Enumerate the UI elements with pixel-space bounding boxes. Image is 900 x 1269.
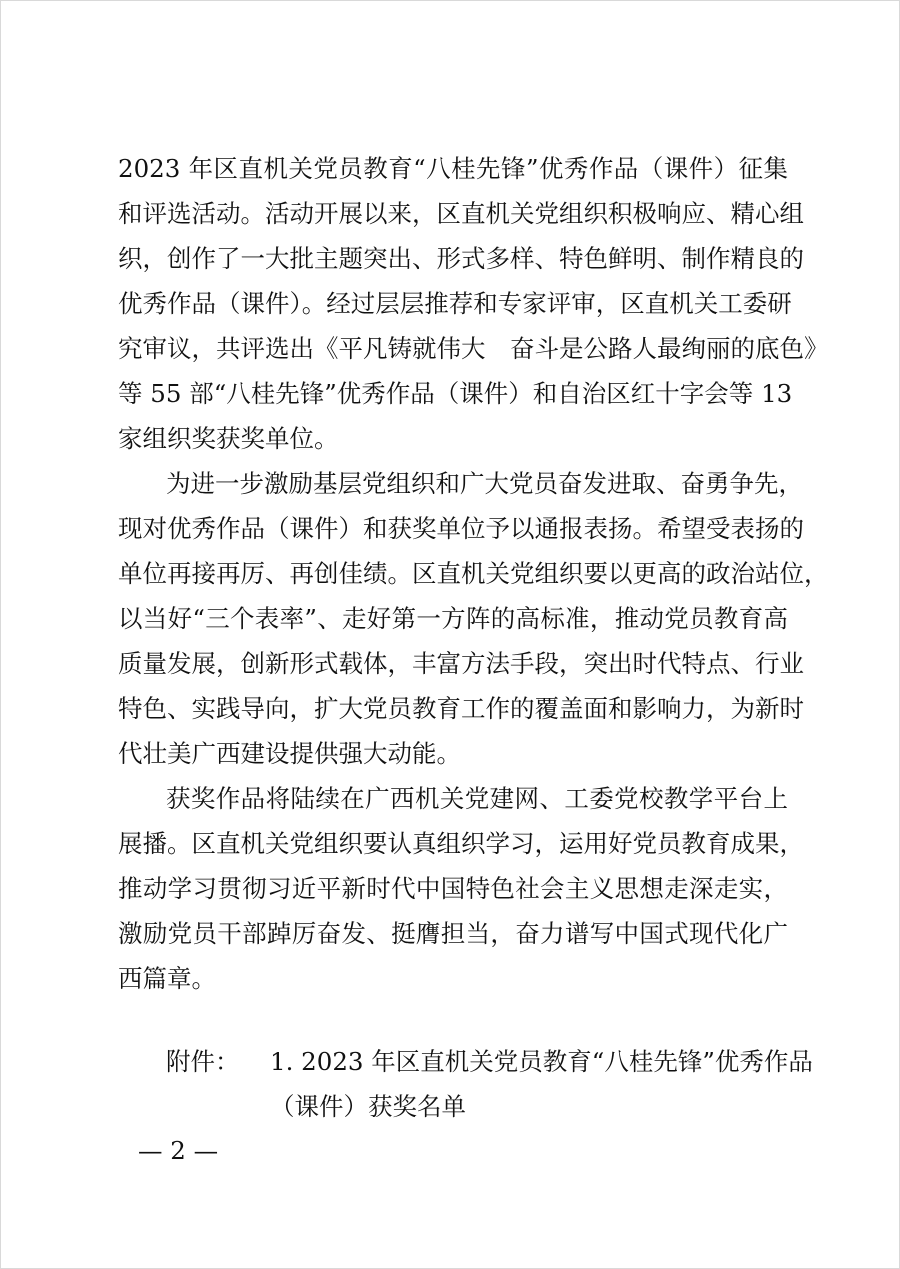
attachment-item-line-1: 1. 2023 年区直机关党员教育“八桂先锋”优秀作品 bbox=[270, 1047, 813, 1076]
paragraph-1-line-6: 等 55 部“八桂先锋”优秀作品（课件）和自治区红十字会等 13 bbox=[118, 379, 793, 408]
paragraph-1-line-4: 优秀作品（课件）。经过层层推荐和专家评审，区直机关工委研 bbox=[118, 289, 792, 318]
paragraph-2-line-2: 现对优秀作品（课件）和获奖单位予以通报表扬。希望受表扬的 bbox=[118, 514, 804, 543]
paragraph-2-line-6: 特色、实践导向，扩大党员教育工作的覆盖面和影响力，为新时 bbox=[118, 694, 804, 723]
paragraph-3-line-3: 推动学习贯彻习近平新时代中国特色社会主义思想走深走实， bbox=[118, 874, 788, 903]
paragraph-2-line-1: 为进一步激励基层党组织和广大党员奋发进取、奋勇争先， bbox=[166, 469, 803, 498]
paragraph-2-line-3: 单位再接再厉、再创佳绩。区直机关党组织要以更高的政治站位， bbox=[118, 559, 829, 588]
paragraph-1-line-7: 家组织奖获奖单位。 bbox=[118, 424, 339, 453]
paragraph-1-line-3: 织，创作了一大批主题突出、形式多样、特色鲜明、制作精良的 bbox=[118, 244, 804, 273]
paragraph-1-line-1: 2023 年区直机关党员教育“八桂先锋”优秀作品（课件）征集 bbox=[118, 154, 788, 183]
paragraph-2-line-4: 以当好“三个表率”、走好第一方阵的高标准，推动党员教育高 bbox=[118, 604, 788, 633]
paragraph-3-line-5: 西篇章。 bbox=[118, 964, 216, 993]
paragraph-3-line-2: 展播。区直机关党组织要认真组织学习，运用好党员教育成果， bbox=[118, 829, 804, 858]
paragraph-1-line-5: 究审议，共评选出《平凡铸就伟大 奋斗是公路人最绚丽的底色》 bbox=[118, 334, 829, 363]
paragraph-2-line-5: 质量发展，创新形式载体，丰富方法手段，突出时代特点、行业 bbox=[118, 649, 804, 678]
attachment-item-line-2: （课件）获奖名单 bbox=[270, 1092, 466, 1121]
paragraph-1-line-2: 和评选活动。活动开展以来，区直机关党组织积极响应、精心组 bbox=[118, 199, 804, 228]
page-number: — 2 — bbox=[138, 1136, 219, 1165]
paragraph-3-line-1: 获奖作品将陆续在广西机关党建网、工委党校教学平台上 bbox=[166, 784, 788, 813]
paragraph-3-line-4: 激励党员干部踔厉奋发、挺膺担当，奋力谱写中国式现代化广 bbox=[118, 919, 788, 948]
attachment-label: 附件： bbox=[166, 1047, 240, 1076]
paragraph-2-line-7: 代壮美广西建设提供强大动能。 bbox=[118, 739, 461, 768]
